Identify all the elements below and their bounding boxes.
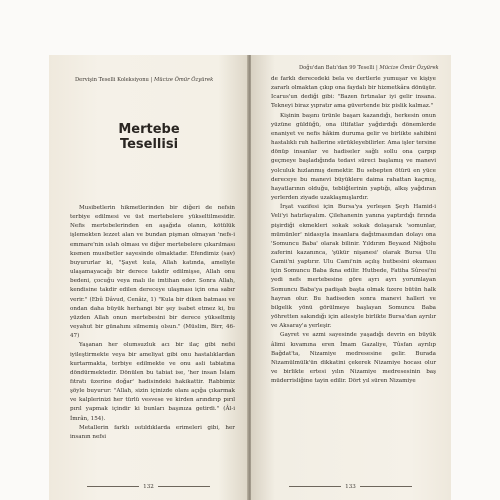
- page-number-left: [49, 484, 248, 490]
- folio-rule: [360, 486, 412, 487]
- left-page: [49, 55, 248, 500]
- left-body-text: [70, 204, 235, 442]
- running-head-left: [75, 77, 213, 83]
- running-head-right: [299, 65, 439, 71]
- running-head-author: Mücize Ömür Özyürek: [153, 77, 214, 83]
- paragraph: Kişinin başını ürünle başarı kazandığı, herkesin onun yüzüne güldüğü, ona iltifatlar yağdırdığı dönemlerde enaniyet ve nefis hâkim duruma gelir ve birlikte sahibini hastalıklı ruh hallerine sürükleyebilirler. Ama işler tersine dönüp insanlar ve hadiseler sağlı sollu ona çarpıp geçmeye başladığında tedavi süreci başlamış ve manevi yolculuk hızlanmış demektir. Bu sebepten ötürü en yüce dereceye bu manevi büyüklere daima rahattan kaçmış, hayatlarının olduğu, tebliğlerinin yaptığı, alkış yağdıran yerlerden ziyade uzaklaşmışlardır.: [271, 112, 436, 202]
- paragraph: İrşat vazifesi için Bursa'ya yerleşen Şeyh Hamid-i Veli'yi hatırlayalım. Çilehanenin yanına yaptırdığı fırında pişirdiği ekmekleri sokak sokak dolaşarak 'somunlar, mümünler' nidasıyla insanlara dağıtmasından dolayı ona 'Somuncu Baba' olarak bilinir. Yıldırım Beyazıd Niğbolu zaferini kazanınca, 'şükür nişanesi' olarak Bursa Ulu Camii'ni yaptırır. Ulu Cami'nin açılış hutbesini okuması için Somuncu Baba ikna edilir. Hutbede, Fatiha Sûresi'ni yedi nefs mertebesine göre ayrı ayrı yorumlayan Somuncu Baba'ya padişah başta olmak üzere bütün halk hayran olur. Bu hadiseden sonra manevi halleri ve bilgelik yönü görülmeye başlayan Somuncu Baba yöhretten sakındığı için ailesiyle birlikte Bursa'dan ayrılır ve Aksaray'a yerleşir.: [271, 204, 436, 330]
- paragraph: Gayret ve azmi sayesinde yaşadığı devrin en büyük âlimi kıvamına eren İmam Gazaliye, Tûsfan ayrılıp Bağdat'ta, Nizamiye medresesine gelir. Burada Nizamülmülk'ün dikkatini çekerek Nizamiye hocası olur ve birlikte ertesi yılın Nizamiye medresesinin baş müderrisliğine tayin edilir. Dört yıl süren Nizamiye: [271, 332, 436, 385]
- paragraph: Metallerin farklı ısıtıldıklarda erimeleri gibi, her insanın nefsi: [70, 424, 235, 440]
- running-head-separator: |: [150, 77, 153, 83]
- running-head-book-title: Dervişin Teselli Koleksiyonu: [75, 77, 149, 83]
- page-number-right: [251, 484, 450, 490]
- folio-rule: [87, 486, 139, 487]
- running-head-author: Mücize Ömür Özyürek: [379, 65, 439, 71]
- folio-rule: [289, 486, 341, 487]
- right-page: [251, 55, 451, 500]
- page-number: 132: [143, 484, 154, 490]
- right-body-text: [271, 75, 436, 386]
- running-head-separator: |: [376, 65, 378, 71]
- paragraph: Yaşanan her olumsuzluk acı bir ilaç gibi nefsi iyileştirmekte veya bir ameliyat gibi onu hastalıklardan kurtarmakta, terbiye edilmekte ve onu asli tabiatına döndürmektedir. Dönülen bu tabiat ise, 'her insan İslam fıtratı üzerine doğar' hadisindeki hakikattir. Rabbimiz şöyle buyurur: "Allah, sizin içinizde olanı açığa çıkarmak ve kalplerinizi her türlü vesvese ve kirden arındırıp pırıl pırıl yapmak içindir ki bunları başınıza getirdi." (Âl-i İmrân, 154).: [70, 342, 235, 422]
- open-book-spread: [49, 55, 451, 500]
- running-head-book-title: Doğu'dan Batı'dan 99 Teselli: [299, 65, 375, 71]
- page-number: 133: [345, 484, 356, 490]
- paragraph: Musibetlerin hikmetlerinden bir diğeri de nefsin terbiye edilmesi ve üst mertebelere yükseltilmesidir. Nefis mertebelerinden en aşağıda olanın, kötülük işlemekten lezzet alan ve bundan pişman olmayan 'nefs-i emmare'nin ıslah olması ve diğer mertebelere çıkarılması kısmen musibetler sayesinde olmaktadır. Efendimiz (sav) buyururlar ki, "Şayet kula, Allah katında, ameliyle ulaşamayacağı bir derece takdir edilmişse, Allah onu bedeni, çocuğu veya malı ile imtihan eder. Sonra Allah, kendisine takdir edilen dereceye ulaşması için ona sabır verir." (Ebû Dâvud, Cenâiz, 1) "Kula bir diken batması ve ondan daha büyük herhangi bir şey isabet etmez ki, bu yüzden Allah onun mertebesini bir derece yükseltmiş veyahut bir günahını silmemiş olsun." (Müslim, Birr, 46-47): [70, 205, 235, 340]
- chapter-title: Mertebe Tesellisi: [118, 122, 180, 152]
- folio-rule: [158, 486, 210, 487]
- paragraph: de farklı derecedeki bela ve dertlerle yumuşar ve kişiye zararlı olmaktan çıkıp ona faydalı bir hizmetkâra dönüşür. Icarus'un dediği gibi: "Bazen fırtınalar iyi gelir insana. Tekneyi biraz yıpratır ama güvertende biz pislik kalmaz.": [271, 76, 436, 110]
